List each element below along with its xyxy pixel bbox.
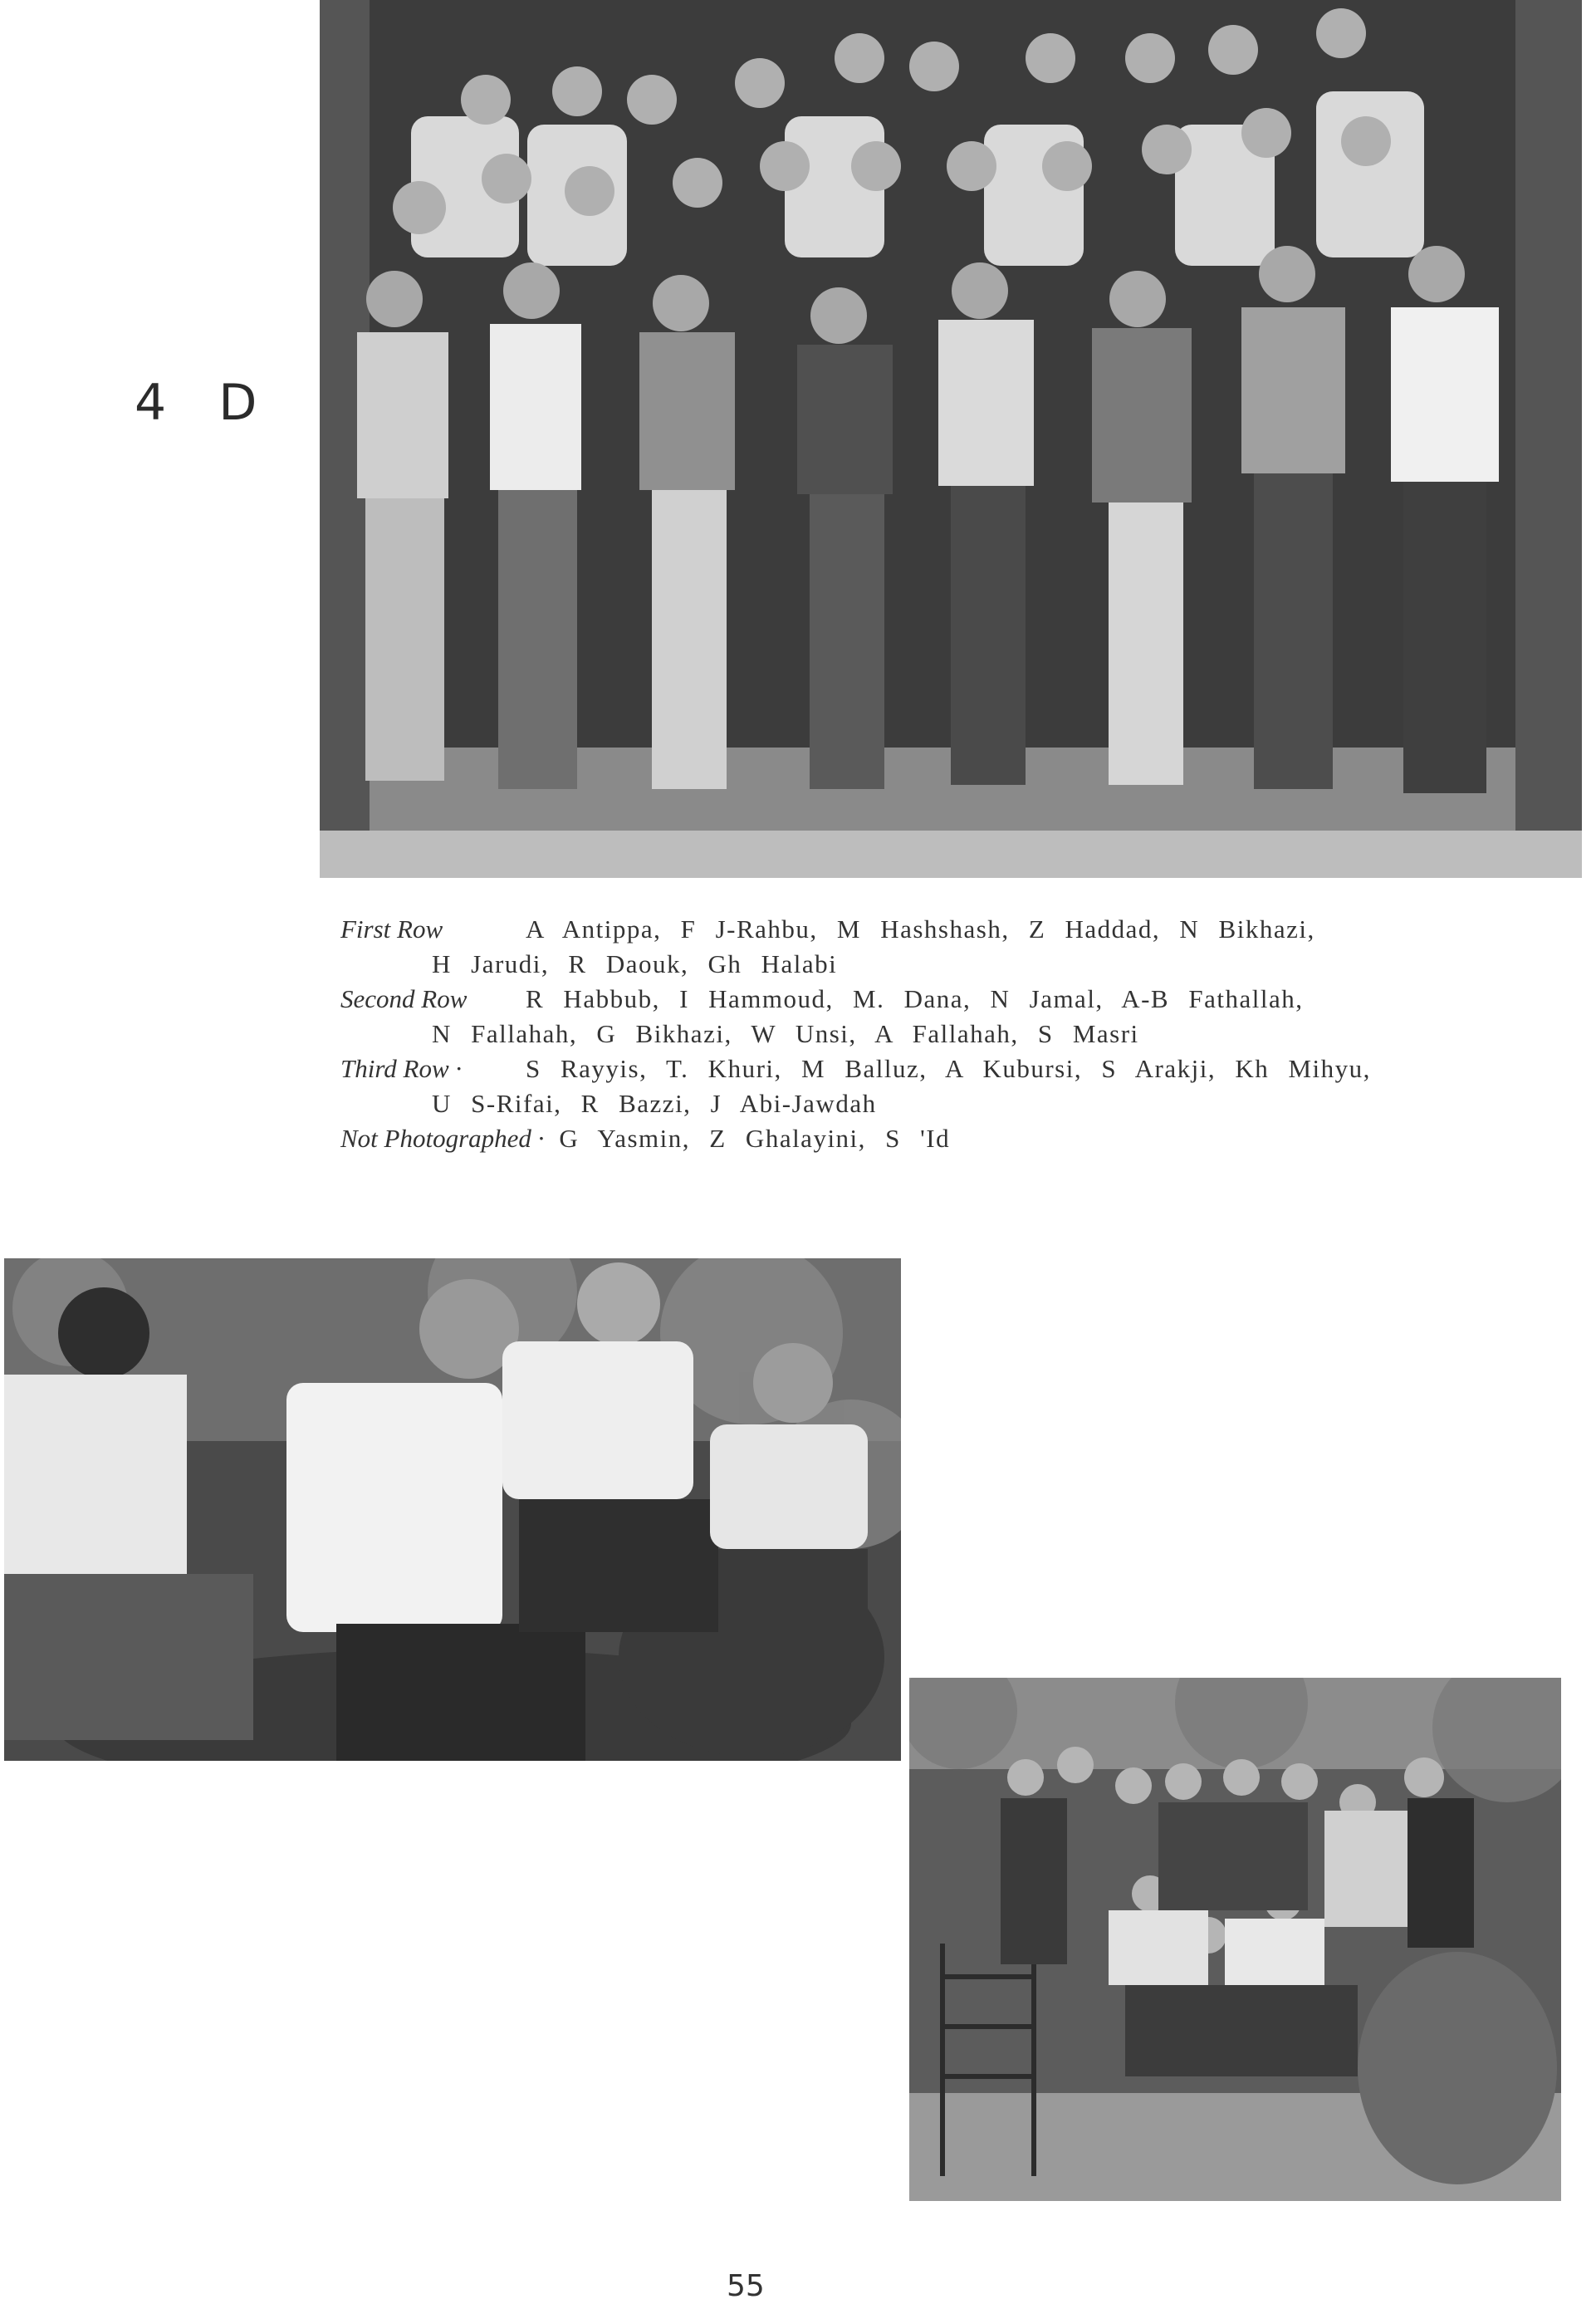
roster-not-photographed xyxy=(340,1121,1545,1156)
roster-names: S Rayyis, T. Khuri, M Balluz, A Kubursi, S Arakji, Kh Mihyu, xyxy=(526,1054,1371,1083)
roster-row-label: Third Row · xyxy=(340,1054,463,1083)
roster-row-label: Second Row xyxy=(340,984,468,1013)
roster-names: G Yasmin, Z Ghalayini, S 'Id xyxy=(559,1124,951,1153)
roster-row-label: Not Photographed · xyxy=(340,1124,545,1153)
section-label: 4 D xyxy=(135,374,276,432)
roster-third-row xyxy=(340,1052,1545,1086)
class-group-photo xyxy=(320,0,1582,878)
page-number: 55 xyxy=(727,2269,765,2303)
roster-names: H Jarudi, R Daouk, Gh Halabi xyxy=(432,949,838,978)
outdoor-students-photo xyxy=(4,1258,901,1761)
roster-names: R Habbub, I Hammoud, M. Dana, N Jamal, A-B Fathallah, xyxy=(526,984,1304,1013)
roster-names: U S-Rifai, R Bazzi, J Abi-Jawdah xyxy=(432,1089,877,1118)
roster-names: A Antippa, F J-Rahbu, M Hashshash, Z Haddad, N Bikhazi, xyxy=(526,914,1315,944)
roster-first-row xyxy=(340,912,1545,947)
roster-names: N Fallahah, G Bikhazi, W Unsi, A Fallahah, S Masri xyxy=(432,1019,1139,1048)
roster-row-label: First Row xyxy=(340,914,443,944)
class-roster-caption xyxy=(340,912,1545,1156)
roster-second-row xyxy=(340,982,1545,1017)
garden-group-photo xyxy=(909,1678,1561,2201)
